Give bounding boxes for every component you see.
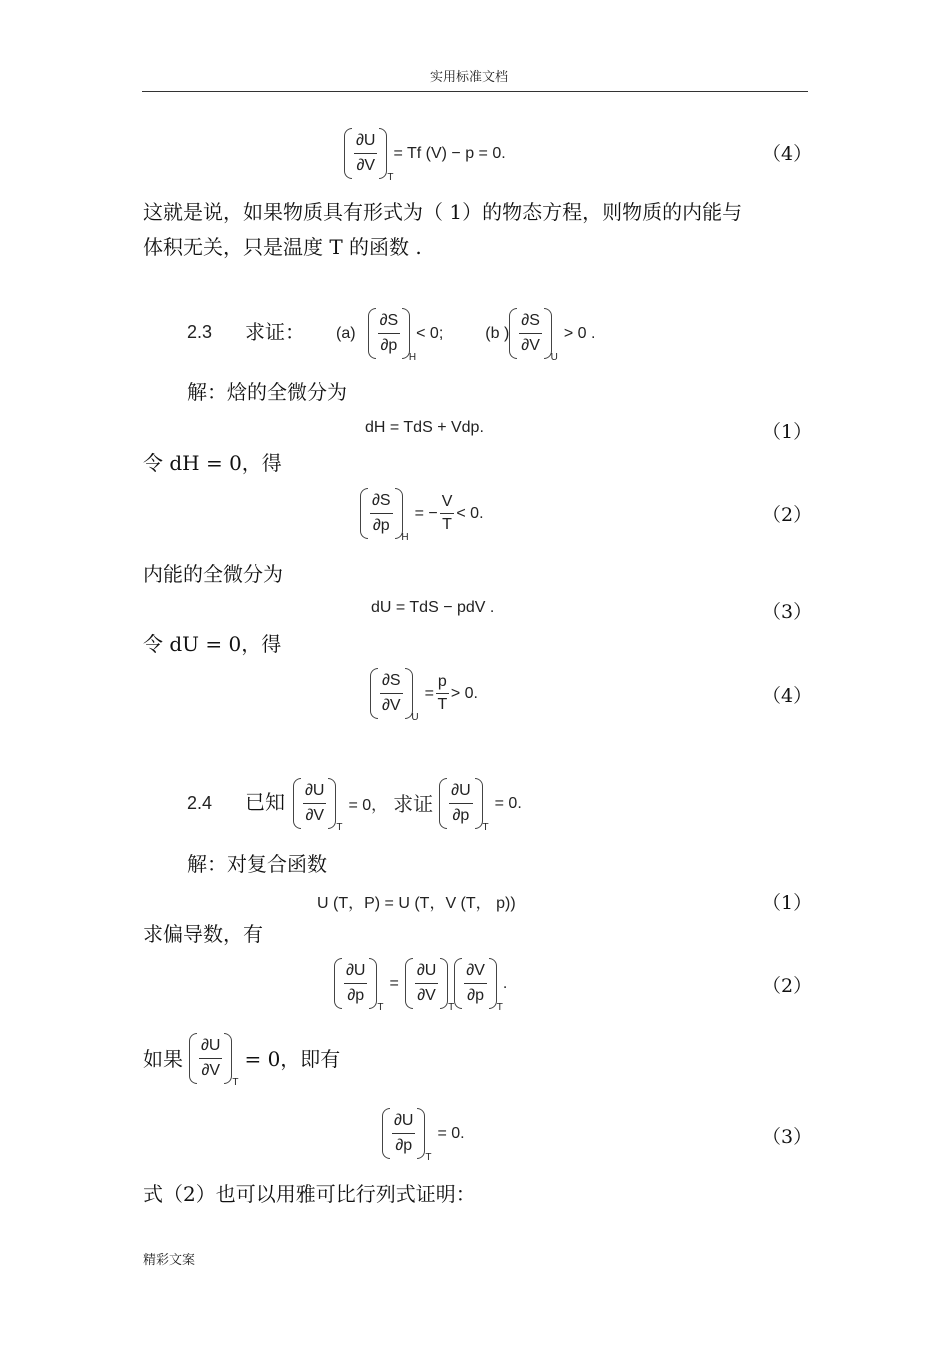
equation-tag: （4） [762, 143, 813, 165]
equation-tag: （1） [762, 892, 813, 914]
equation-tag: （3） [762, 1126, 813, 1148]
text-line: 求偏导数，有 [143, 922, 263, 946]
text-line: 令 dH = 0，得 [143, 451, 282, 475]
equation-tag: （2） [762, 975, 813, 997]
equation-tag: （4） [762, 685, 813, 707]
equation: $\frac{\partial S}{\partial V}$ U = $\frac{p}{T}$ > 0. [370, 670, 478, 717]
text-line: 式（2）也可以用雅可比行列式证明： [143, 1182, 476, 1206]
equation: dU = TdS − pdV . [371, 599, 495, 616]
partial-derivative: $\frac{\partial U}{\partial V}$ T [344, 130, 387, 177]
header-rule [142, 91, 808, 92]
page-header-title: 实用标准文档 [430, 70, 509, 85]
text-line: 令 dU = 0，得 [143, 632, 282, 656]
paragraph-line: 这就是说，如果物质具有形式为（ 1）的物态方程，则物质的内能与 [143, 200, 743, 224]
text-line: 如果 $\frac{\partial U}{\partial V}$ T = 0，即有 [143, 1035, 340, 1082]
problem-statement: (a) $\frac{\partial S}{\partial p}$ H < 0; (b ) $\frac{\partial S}{\partial V}$ U > 0 . [336, 310, 595, 357]
problem-label: 求证： [245, 320, 305, 344]
paragraph-line: 体积无关，只是温度 T 的函数 . [143, 235, 422, 259]
problem-number: 2.4 [187, 793, 213, 813]
equation-rhs: = Tf (V) − p = 0. [393, 144, 506, 162]
equation-tag: （1） [762, 421, 813, 443]
equation: dH = TdS + Vdp. [365, 419, 484, 436]
equation: $\frac{\partial S}{\partial p}$ H = − $\frac{V}{T}$ < 0. [360, 490, 484, 537]
solution-intro: 解：焓的全微分为 [187, 380, 347, 404]
equation: $\frac{\partial U}{\partial p}$ T = $\frac{\partial U}{\partial V}$ T $\frac{\partial V}{\partial p}$ T . [334, 960, 507, 1007]
text-line: 内能的全微分为 [143, 562, 283, 586]
equation-tag: （2） [762, 504, 813, 526]
problem-number: 2.3 [187, 322, 213, 342]
equation-top [344, 130, 506, 183]
problem-statement: $\frac{\partial U}{\partial V}$ T = 0， 求证 $\frac{\partial U}{\partial p}$ T = 0. [293, 780, 522, 827]
equation-tag: （3） [762, 601, 813, 623]
solution-intro: 解：对复合函数 [187, 852, 327, 876]
equation: $\frac{\partial U}{\partial p}$ T = 0. [382, 1110, 465, 1157]
equation: U (T，P) = U (T，V (T， p)) [317, 895, 516, 912]
page-footer: 精彩文案 [143, 1253, 196, 1268]
problem-label: 已知 [245, 790, 285, 814]
